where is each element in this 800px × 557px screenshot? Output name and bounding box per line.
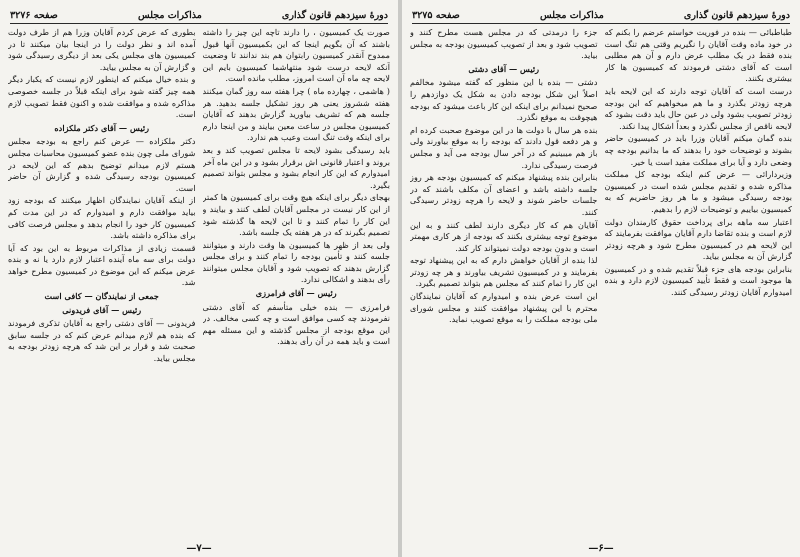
paragraph: بنده گمان میکنم آقایان وزرا باید در کمیسیون حاضر بشوند و توضیحات خود را بدهند که ما بدانیم بودجه چه وضعی دارد و آیا برای مملکت مفید است یا خیر. (604, 133, 792, 167)
paragraph: ( هاشمی ، چهارده ماه ) چرا هفته سه روز گمان میکنند هفته ششروز یعنی هر روز تشکیل جلسه بدهید. هر جلسه هم که تشریف بیاورید گزارش بدهند که آقایان کمیسیون مجلس در ساعت معین بیایند و من اینجا دارم برای اینکه وقت تنگ است وعیب هم ندارد. (202, 85, 390, 143)
paragraph: وزیردارائی — عرض کنم اینکه بودجه کل مملکت مذاکره شده و تقدیم مجلس شده است در کمیسیون بودجه رسیدگی میشود و ما هر روز حاضریم که به کمیسیون بیاییم و توضیحات لازم را بدهیم. (604, 169, 792, 214)
left-page-header (10, 5, 388, 24)
paragraph: بهجای دیگر برای اینکه هیچ وقت برای کمیسیون ها کمتر از این کار نیست در مجلس آقایان لطف کنند و بیایند و این کار را تمام کنند و تا این لایحه ها گذشته شود تصمیم بگیرند که در هر هفته یک جلسه باشد. (202, 192, 390, 238)
paragraph: بطوری که عرض کردم آقایان وزرا هم از طرف دولت آمده اند و نظر دولت را در اینجا بیان میکنند تا در کمیسیون های مجلس یکی بعد از دیگری رسیدگی شود و گزارش آن به مجلس بیاید. (8, 27, 196, 72)
paragraph: فریدونی — آقای دشتی راجع به آقایان تذکری فرمودند که بنده هم لازم میدانم عرض کنم که در جلسه سابق صحبت شد و قرار بر این شد که هرچه زودتر بودجه به مجلس بیاید. (8, 318, 196, 364)
right-page-header (412, 5, 790, 24)
right-page-columns (410, 27, 792, 539)
speaker-heading: رئیس — آقای فریدونی (62, 304, 142, 315)
paragraph: دکتر ملکزاده — عرض کنم راجع به بودجه مجلس شورای ملی چون بنده عضو کمیسیون محاسبات مجلس هستم لازم میدانم توضیح بدهم که این لایحه در کمیسیون بودجه رسیدگی شده و گزارش آن حاضر است. (8, 136, 196, 193)
paragraph: بنابراین بنده پیشنهاد میکنم که کمیسیون بودجه هر روز جلسه داشته باشد و اعضای آن مکلف باشند که در جلسات حاضر شوند و لایحه را هرچه زودتر رسیدگی کنند. (410, 172, 598, 217)
left-header-page-number: صفحه ۳۲۷۶ (10, 10, 58, 21)
left-page-folio: —۷— (186, 543, 212, 554)
right-header-page-number: صفحه ۳۲۷۵ (412, 10, 460, 21)
paragraph: اعتبار سه ماهه برای پرداخت حقوق کارمندان دولت لازم است و بنده تقاضا دارم آقایان موافقت بفرمایند که این لایحه هم در کمیسیون مطرح شود و هرچه زودتر گزارش آن به مجلس بیاید. (604, 216, 792, 262)
speaker-heading: رئیس — آقای فرامرزی (255, 288, 337, 299)
right-page (402, 0, 800, 557)
left-page (0, 0, 399, 557)
paragraph: بنابراین بودجه های جزء قبلاً تقدیم شده و در کمیسیون ها موجود است و فقط تأیید کمیسیون لازم دارد و بنده امیدوارم آقایان زودتر رسیدگی کنند. (604, 263, 792, 298)
paragraph: و بنده خیال میکنم که اینطور لازم نیست که یکبار دیگر همه چیز گفته شود برای اینکه قبلاً در جلسه خصوصی مذاکره شده و موافقت شده و اکنون فقط تصویب لازم است. (8, 74, 196, 120)
speaker-heading: رئیس — آقای دکتر ملکزاده (54, 122, 150, 133)
right-header-volume: دورهٔ سیزدهم قانون گذاری (683, 10, 790, 21)
paragraph: این است عرض بنده و امیدوارم که آقایان نمایندگان محترم با این پیشنهاد موافقت کنند و مجلس شورای ملی بودجه مملکت را به موقع تصویب نماید. (410, 291, 598, 325)
paragraph: ولی بعد از ظهر ها کمیسیون ها وقت دارند و میتوانند جلسه کنند و تأمین بودجه را تمام کنند و برای مجلس گزارش بدهند که تصویب شود و آقایان مجلس میتوانند رأی بدهند و اشکالی ندارد. (202, 239, 390, 285)
right-page-column-left (410, 27, 598, 539)
left-page-column-right (203, 27, 391, 539)
left-page-columns (8, 27, 390, 539)
paragraph: طباطبائی — بنده در فوریت خواستم عرضم را بکنم که در خود ماده وقت آقایان را نگیریم وقتی هم تنگ است بنده فقط در یک مطلب عرض دارم و آن هم مطلبی است که آقای دشتی فرمودند که کمیسیون ها کار بیشتری بکنند. (604, 27, 792, 84)
paragraph: دشتی — بنده با این منظور که گفته میشود مخالفم اصلاً این شکل بودجه دادن به شکل یک دوازدهم را صحیح نمیدانم برای اینکه این کار باعث میشود که بودجه هیچوقت به موقع نگذرد. (410, 77, 598, 123)
paragraph: صورت یک کمیسیون ، را دارند تاچه این چیز را داشته باشند که آن بگویم اینجا که این بکمیسیون آنها قبول ممدوح آنقدر کمیسیون رابتوان هم بند ندانند تا وضعیت آنکه لایحه درست شود منتهاشما کمیسیون بایم این لایحه چه ماه آن است امروز، مطلب مانده است. (202, 27, 390, 84)
paragraph: فرامرزی — بنده خیلی متأسفم که آقای دشتی نفرمودند چه کسی موافق است و چه کسی مخالف. در این موقع بودجه از مجلس گذشته و این مسئله مهم است و باید همه در آن رأی بدهند. (202, 301, 390, 347)
left-header-title: مذاکرات مجلس (137, 10, 202, 21)
speaker-heading: رئیس — آقای دشتی (468, 63, 540, 74)
right-page-folio: —۶— (588, 543, 614, 554)
right-page-column-right (605, 27, 793, 539)
speaker-heading: جمعی از نمایندگان — کافی است (44, 291, 159, 302)
paragraph: درست است که آقایان توجه دارند که این لایحه باید هرچه زودتر بگذرد و ما هم میخواهیم که این بودجه زودتر تصویب بشود ولی در عین حال باید دقت بشود که لایحه ناقص از مجلس نگذرد و بعداً اشکال پیدا نکند. (604, 85, 792, 131)
paragraph: جزء را درمدتی که در مجلس هست مطرح کنند و تصویب شود و بعد از تصویب کمیسیون بودجه به مجلس بیاید. (410, 27, 598, 61)
paragraph: آقایان هم که کار دیگری دارند لطف کنند و به این موضوع توجه بیشتری بکنند که بودجه از هر کاری مهمتر است و بدون بودجه دولت نمیتواند کار کند. (410, 219, 598, 253)
paragraph: بنده هر سال با دولت ها در این موضوع صحبت کرده ام و هر دفعه قول دادند که بودجه را به موقع بیاورند ولی باز هم میبینیم که در آخر سال بودجه می آید و مجلس فرصت رسیدگی ندارد. (410, 124, 598, 170)
paragraph: لذا بنده از آقایان خواهش دارم که به این پیشنهاد توجه بفرمایند و در کمیسیون تشریف بیاورند و هر چه زودتر این کار را تمام کنند که مجلس هم بتواند تصمیم بگیرد. (410, 255, 598, 289)
paragraph: از اینکه آقایان نمایندگان اظهار میکنند که بودجه زود بیاید موافقت دارم و امیدوارم که در این مدت کم کمیسیون کار خود را انجام بدهد و مجلس فرصت کافی برای مذاکره داشته باشد. (8, 195, 196, 241)
left-header-volume: دورهٔ سیزدهم قانون گذاری (281, 10, 388, 21)
paragraph: قسمت زیادی از مذاکرات مربوط به این بود که آیا دولت برای سه ماه آینده اعتبار لازم دارد یا نه و بنده عرض میکنم که این موضوع در کمیسیون مطرح خواهد شد. (8, 242, 196, 288)
paragraph: باید رسیدگی بشود لایحه تا مجلس تصویب کند و بعد بروند و اعتبار قانونی اش برقرار بشود و در این ماه آخر امیدوارم که این کار انجام بشود و مجلس بتواند تصمیم بگیرد. (202, 144, 390, 190)
left-page-column-left (8, 27, 196, 539)
right-header-title: مذاکرات مجلس (539, 10, 604, 21)
